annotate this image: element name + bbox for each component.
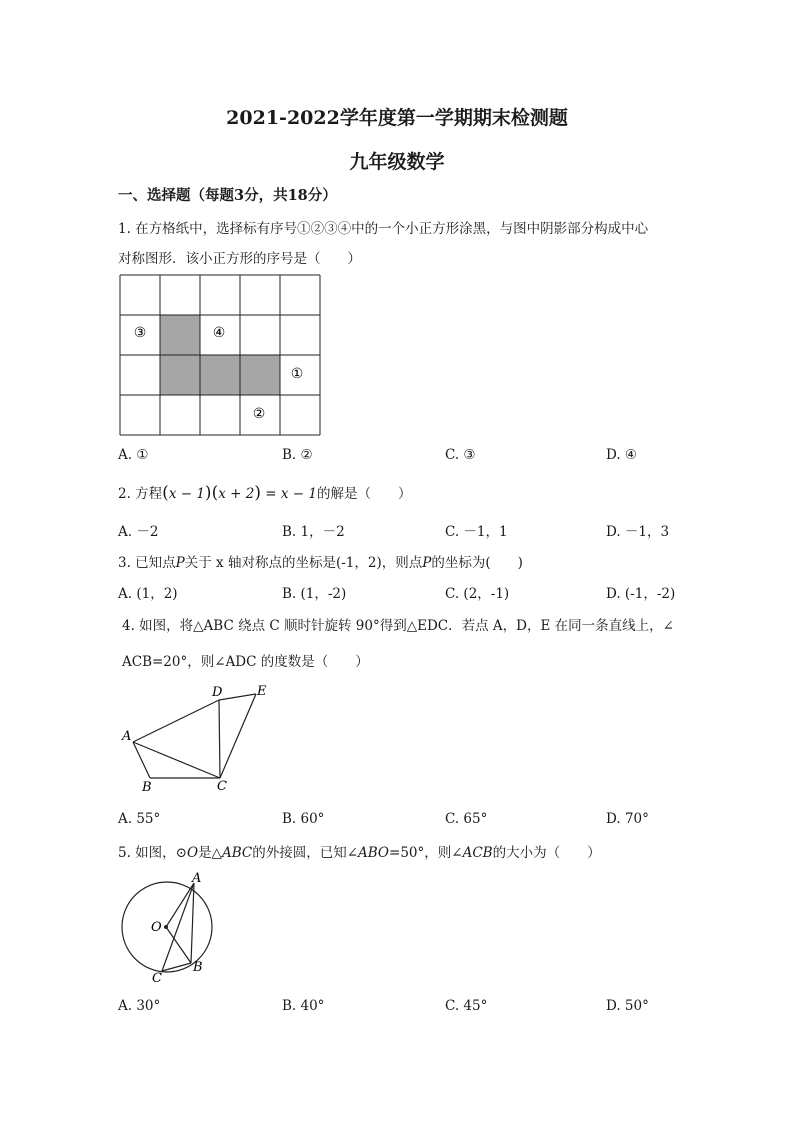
page-subtitle: 九年级数学 bbox=[349, 151, 445, 173]
q4-option-b: B. 60° bbox=[282, 811, 325, 827]
q1-grid-figure bbox=[119, 274, 321, 436]
q3-option-c: C. (2，-1) bbox=[445, 586, 510, 602]
q2-option-d: D. －1，3 bbox=[606, 524, 670, 540]
q1-option-c: C. ③ bbox=[445, 447, 476, 463]
q5-var-abc: ABC bbox=[221, 845, 253, 861]
q3-option-b: B. (1，-2) bbox=[282, 586, 347, 602]
q5-option-a: A. 30° bbox=[118, 998, 161, 1014]
q4-label-e: E bbox=[257, 684, 267, 699]
q5-part2: 是△ bbox=[198, 845, 222, 861]
grid-shaded-cell bbox=[160, 315, 200, 355]
q5-part3: 的外接圆，已知∠ bbox=[252, 845, 359, 861]
q5-var-acb: ACB bbox=[462, 845, 493, 861]
q5-label-b: B bbox=[193, 960, 203, 975]
q5-label-c: C bbox=[152, 971, 162, 985]
q2-stem bbox=[118, 482, 411, 503]
q3-option-a: A. (1，2) bbox=[118, 586, 178, 602]
q3-stem bbox=[118, 551, 523, 571]
q5-option-b: B. 40° bbox=[282, 998, 325, 1014]
q3-part3: 的坐标为( ) bbox=[431, 555, 523, 571]
q5-part4: =50°，则∠ bbox=[389, 845, 463, 861]
q2-option-b: B. 1，－2 bbox=[282, 524, 345, 540]
q4-label-d: D bbox=[212, 685, 223, 700]
q1-stem-line1: 1. 在方格纸中，选择标有序号①②③④中的一个小正方形涂黑，与图中阴影部分构成中心 bbox=[118, 221, 649, 237]
q1-option-d: D. ④ bbox=[606, 447, 638, 463]
grid-mark-2: ② bbox=[252, 406, 266, 422]
q5-option-d: D. 50° bbox=[606, 998, 649, 1014]
q4-stem-line1: 4. 如图，将△ABC 绕点 C 顺时针旋转 90°得到△EDC．若点 A，D，E 在同一条直线上，∠ bbox=[122, 618, 674, 634]
grid-shaded-cell bbox=[160, 355, 200, 395]
grid-mark-3: ③ bbox=[133, 325, 147, 341]
q2-option-c: C. －1，1 bbox=[445, 524, 508, 540]
q4-option-d: D. 70° bbox=[606, 811, 649, 827]
q4-label-b: B bbox=[142, 780, 152, 795]
q5-label-o: O bbox=[151, 920, 162, 935]
grid-mark-4: ④ bbox=[212, 325, 226, 341]
q5-circle-figure bbox=[115, 870, 225, 985]
q3-var-p2: P bbox=[422, 555, 432, 571]
q2-prefix: 2. 方程 bbox=[118, 486, 163, 502]
grid-shaded-cell bbox=[200, 355, 240, 395]
q2-equation: (x − 1)(x + 2) = x − 1 bbox=[162, 483, 317, 503]
grid-mark-1: ① bbox=[290, 366, 304, 382]
q5-var-o: O bbox=[186, 845, 199, 861]
q5-label-a: A bbox=[192, 871, 202, 886]
grid-shaded-cell bbox=[240, 355, 280, 395]
q3-part2: 关于 x 轴对称点的坐标是(-1，2)，则点 bbox=[184, 555, 423, 571]
q3-part1: 3. 已知点 bbox=[118, 555, 176, 571]
q2-suffix: 的解是（ ） bbox=[316, 486, 412, 502]
q1-option-b: B. ② bbox=[282, 447, 313, 463]
q1-stem-line2: 对称图形．该小正方形的序号是（ ） bbox=[118, 251, 361, 267]
q4-triangle-figure bbox=[115, 680, 280, 795]
q4-option-a: A. 55° bbox=[118, 811, 161, 827]
q5-var-abo: ABO bbox=[358, 845, 390, 861]
q4-label-a: A bbox=[122, 729, 132, 744]
q5-part1: 5. 如图，⊙ bbox=[118, 845, 187, 861]
section-heading: 一、选择题（每题3分，共18分） bbox=[118, 187, 337, 204]
q5-option-c: C. 45° bbox=[445, 998, 488, 1014]
q4-label-c: C bbox=[217, 779, 227, 794]
q4-stem-line2: ACB=20°，则∠ADC 的度数是（ ） bbox=[122, 654, 369, 670]
q5-part5: 的大小为（ ） bbox=[492, 845, 601, 861]
q3-option-d: D. (-1，-2) bbox=[606, 586, 676, 602]
q5-stem bbox=[118, 841, 601, 861]
page-title: 2021-2022学年度第一学期期末检测题 bbox=[226, 107, 568, 129]
q4-option-c: C. 65° bbox=[445, 811, 488, 827]
q3-var-p: P bbox=[175, 555, 185, 571]
q1-option-a: A. ① bbox=[118, 447, 149, 463]
q2-option-a: A. －2 bbox=[118, 524, 159, 540]
